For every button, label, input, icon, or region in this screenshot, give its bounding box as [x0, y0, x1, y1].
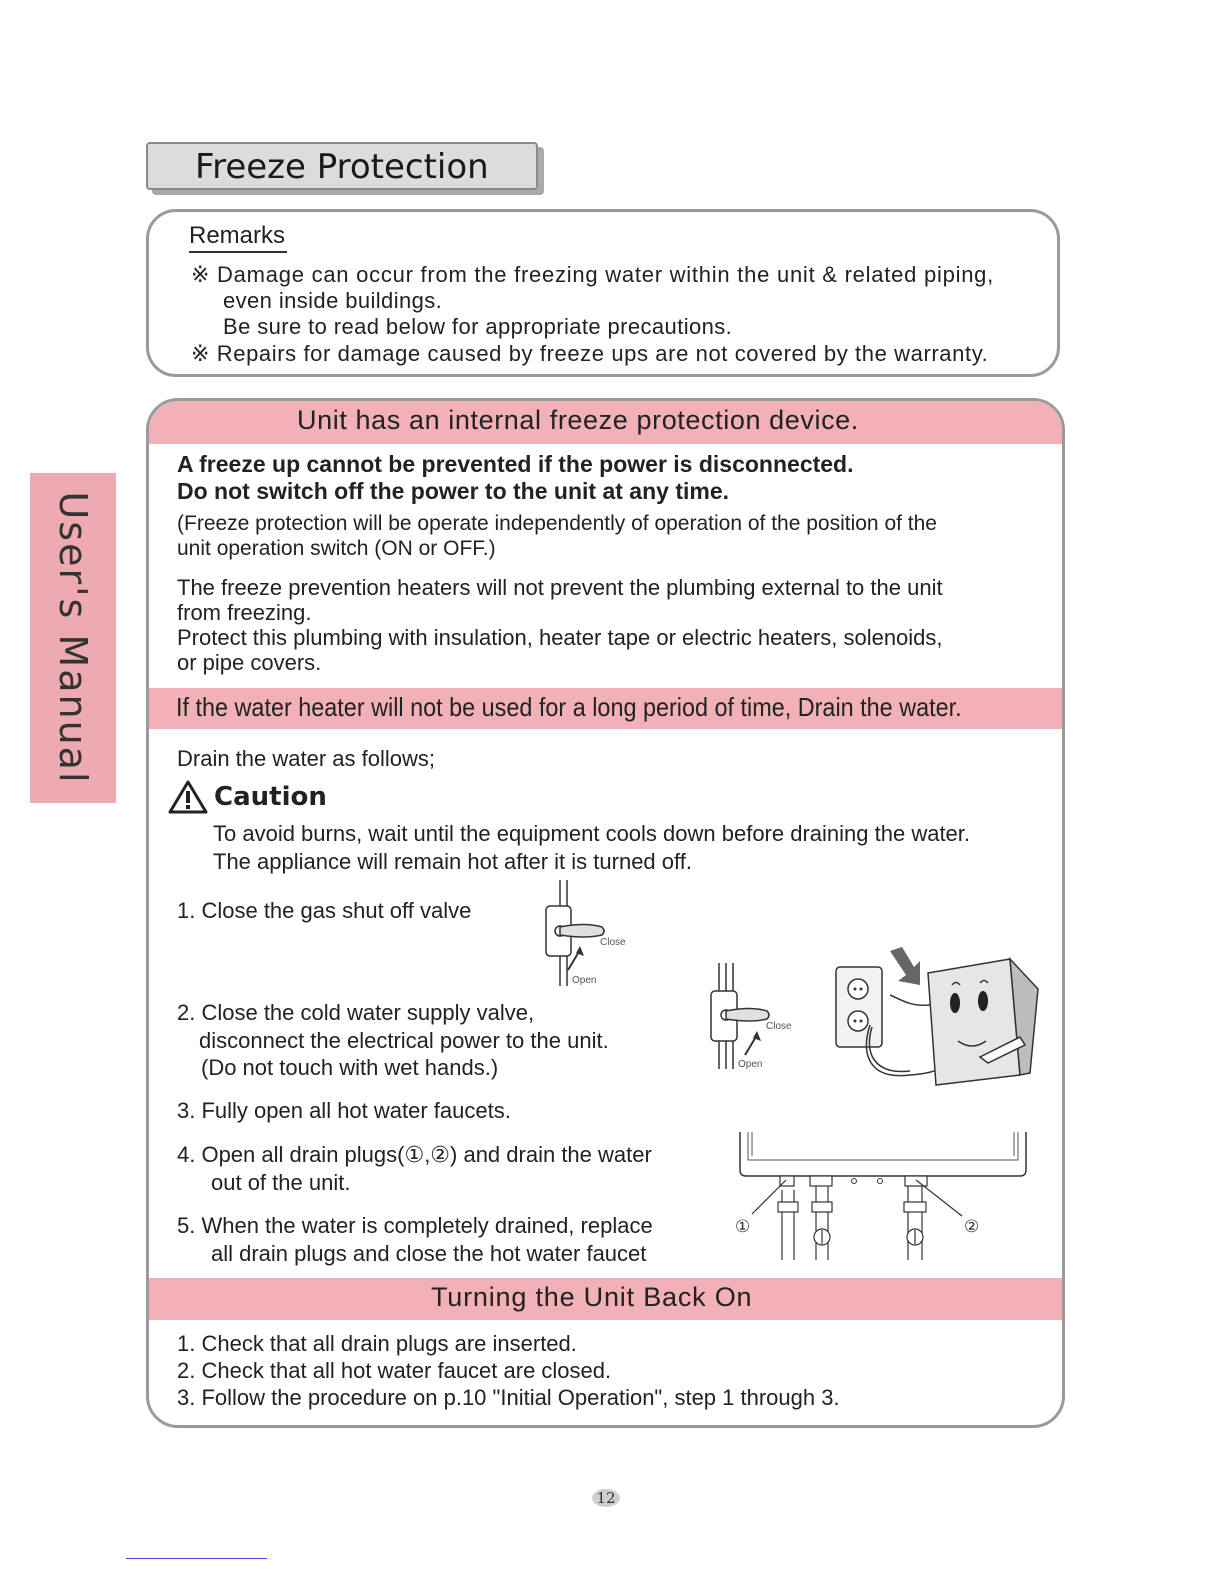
turn-on-step: 1. Check that all drain plugs are inserted.	[177, 1331, 577, 1356]
drain-step-4-cont: out of the unit.	[211, 1170, 351, 1195]
remarks-line: Be sure to read below for appropriate precautions.	[223, 314, 733, 339]
unplug-mascot-illustration	[830, 945, 1045, 1090]
page-number: 12	[592, 1489, 620, 1507]
page-title: Freeze Protection	[195, 147, 489, 187]
remarks-line: even inside buildings.	[223, 288, 443, 313]
section1-para-line: or pipe covers.	[177, 650, 322, 675]
caution-line: The appliance will remain hot after it is turned off.	[213, 849, 692, 874]
page-title-box	[146, 142, 538, 190]
water-valve-illustration	[707, 963, 807, 1073]
drain-step-5: 5. When the water is completely drained, replace	[177, 1213, 653, 1238]
valve-close-label: Close	[600, 937, 626, 948]
drain-plug-marker: ①	[735, 1217, 751, 1237]
drain-plug-marker: ②	[964, 1217, 980, 1237]
remarks-heading: Remarks	[189, 222, 287, 253]
remarks-line: ※ Repairs for damage caused by freeze ups are not covered by the warranty.	[191, 341, 989, 366]
section1-note-line: (Freeze protection will be operate independently of operation of the position of the	[177, 512, 937, 535]
gas-valve-illustration	[540, 880, 640, 990]
section1-bold-line: A freeze up cannot be prevented if the power is disconnected.	[177, 451, 854, 477]
side-tab	[30, 473, 116, 803]
turn-on-step: 3. Follow the procedure on p.10 "Initial Operation", step 1 through 3.	[177, 1385, 840, 1410]
remarks-line: ※ Damage can occur from the freezing water within the unit & related piping,	[191, 262, 995, 287]
valve-open-label: Open	[572, 975, 597, 986]
section1-para-line: The freeze prevention heaters will not prevent the plumbing external to the unit	[177, 575, 943, 600]
valve-close-label: Close	[766, 1021, 792, 1032]
caution-label: Caution	[214, 782, 327, 812]
section2-heading: If the water heater will not be used for a long period of time, Drain the water.	[176, 692, 962, 722]
warning-triangle-icon	[168, 780, 208, 814]
drain-step-3: 3. Fully open all hot water faucets.	[177, 1098, 511, 1123]
caution-line: To avoid burns, wait until the equipment cools down before draining the water.	[213, 821, 971, 846]
drain-step-4: 4. Open all drain plugs(①,②) and drain the water	[177, 1142, 652, 1167]
section3-heading: Turning the Unit Back On	[431, 1282, 753, 1312]
section1-heading: Unit has an internal freeze protection device.	[297, 405, 859, 435]
section1-para-line: Protect this plumbing with insulation, heater tape or electric heaters, solenoids,	[177, 625, 943, 650]
drain-step-2-note: (Do not touch with wet hands.)	[201, 1055, 499, 1080]
drain-step-5-cont: all drain plugs and close the hot water faucet	[211, 1241, 647, 1266]
drain-step-1: 1. Close the gas shut off valve	[177, 898, 472, 923]
turn-on-step: 2. Check that all hot water faucet are closed.	[177, 1358, 612, 1383]
side-tab-label: User's Manual	[51, 491, 95, 785]
drain-step-2-cont: disconnect the electrical power to the unit.	[199, 1028, 609, 1053]
section1-para-line: from freezing.	[177, 600, 312, 625]
drain-intro: Drain the water as follows;	[177, 746, 435, 771]
drain-plugs-illustration	[730, 1130, 1030, 1265]
valve-open-label: Open	[738, 1059, 763, 1070]
section1-bold-line: Do not switch off the power to the unit at any time.	[177, 478, 729, 504]
footer-rule	[126, 1558, 267, 1559]
drain-step-2: 2. Close the cold water supply valve,	[177, 1000, 535, 1025]
section1-note-line: unit operation switch (ON or OFF.)	[177, 537, 496, 560]
